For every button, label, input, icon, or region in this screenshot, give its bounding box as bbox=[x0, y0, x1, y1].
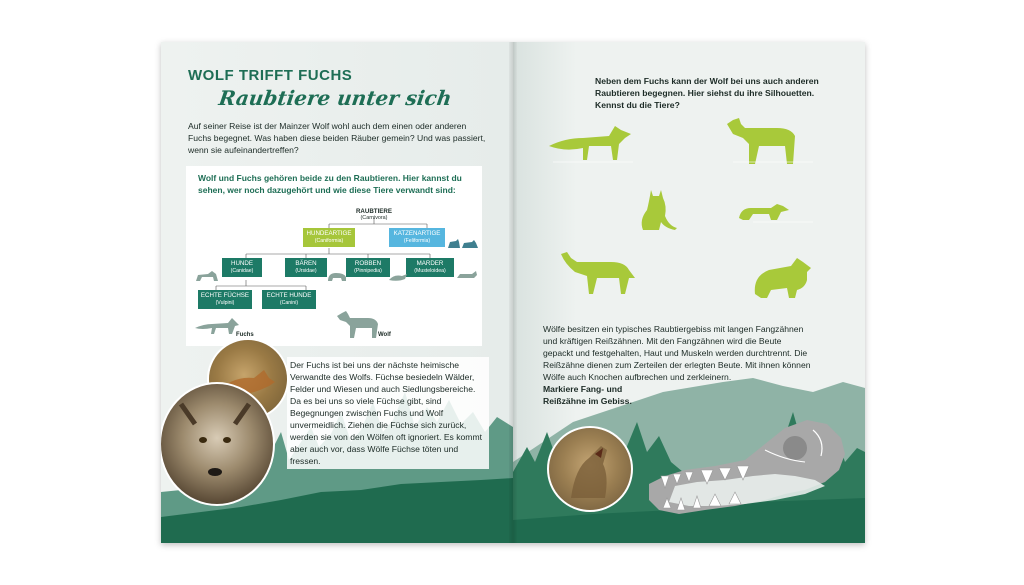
page-gutter bbox=[509, 42, 517, 543]
brochure-spread bbox=[161, 42, 865, 543]
node-echte-hunde: ECHTE HUNDE (Canini) bbox=[262, 290, 316, 309]
taxonomy-box bbox=[186, 166, 482, 346]
wolf-caption: Wolf bbox=[378, 332, 391, 338]
node-katzenartige: KATZENARTIGE (Feliformia) bbox=[389, 228, 445, 247]
node-robben: ROBBEN (Pinnipedia) bbox=[346, 258, 390, 277]
node-baeren: BÄREN (Ursidae) bbox=[285, 258, 327, 277]
dog-silhouette-icon bbox=[194, 270, 220, 282]
node-hunde: HUNDE (Canidae) bbox=[222, 258, 262, 277]
silhouette-intro: Neben dem Fuchs kann der Wolf bei uns auch anderen Raubtieren begegnen. Hier siehst du ihre Silhouetten. Kennst du die Tiere? bbox=[595, 76, 819, 110]
right-page bbox=[513, 42, 865, 543]
cat-lynx-silhouettes-icon bbox=[446, 236, 482, 250]
bear-silhouette-icon bbox=[326, 270, 348, 282]
marten-silhouette-icon bbox=[456, 270, 478, 280]
wolf-photo bbox=[161, 382, 275, 506]
howling-wolf-icon bbox=[549, 428, 631, 510]
wolf-silhouette-icon bbox=[336, 310, 380, 340]
howling-wolf-photo bbox=[547, 426, 633, 512]
node-echte-fuechse: ECHTE FÜCHSE (Vulpini) bbox=[198, 290, 252, 309]
intro-text: Auf seiner Reise ist der Mainzer Wolf wohl auch dem einen oder anderen Fuchs begegnet. Was haben diese beiden Räuber gemein? Und was passiert, wenn sie aufeinandertreffen? bbox=[188, 121, 486, 155]
left-page bbox=[161, 42, 513, 543]
fox-wolf-text: Der Fuchs ist bei uns der nächste heimische Verwandte des Wolfs. Füchse besiedeln Wälder, Felder und Wiesen und auch Siedlungsbereiche. Da es bei uns so viele Füchse gibt, sind Begegnungen zwischen Fuchs und Wolf unvermeidlich. Ziehen die Füchse sich zurück, werden sie von den Wölfen oft ignoriert. Es kommt aber auch vor, dass Wölfe Füchse töten und fressen. bbox=[287, 357, 489, 469]
fox-silhouette-icon bbox=[194, 314, 240, 336]
seal-silhouette-icon bbox=[388, 272, 408, 282]
teeth-explanation: Wölfe besitzen ein typisches Raubtiergebiss mit langen Fangzähnen und kräftigen Reißzähnen. Mit den Fangzähnen wird die Beute gepackt und festgehalten, Haut und Muskeln werden durchtrennt. Die Reißzähne dienen zum Zerteilen der erlegten Beute. Mit ihnen können Wölfe auch Knochen aufbrechen und zerkleinern. bbox=[543, 324, 811, 382]
taxonomy-heading: Wolf und Fuchs gehören beide zu den Raubtieren. Hier kannst du sehen, wer noch dazugehört und wie diese Tiere verwandt sind: bbox=[198, 173, 462, 195]
tree-root bbox=[346, 208, 402, 221]
teeth-task: Markiere Fang- und Reißzähne im Gebiss. bbox=[543, 384, 632, 406]
tree-root-label: RAUBTIERE bbox=[355, 208, 393, 215]
page-subtitle: Raubtiere unter sich bbox=[217, 86, 454, 110]
wolf-skull-image bbox=[645, 390, 851, 518]
tree-root-latin: (Carnivora) bbox=[360, 215, 388, 221]
silhouette-guides bbox=[513, 102, 865, 312]
node-marder: MARDER (Musteloidea) bbox=[406, 258, 454, 277]
wolf-face-icon bbox=[161, 384, 273, 504]
node-hundeartige: HUNDEARTIGE (Caniformia) bbox=[303, 228, 355, 247]
fox-caption: Fuchs bbox=[236, 332, 254, 338]
page-title: WOLF TRIFFT FUCHS bbox=[188, 67, 353, 84]
